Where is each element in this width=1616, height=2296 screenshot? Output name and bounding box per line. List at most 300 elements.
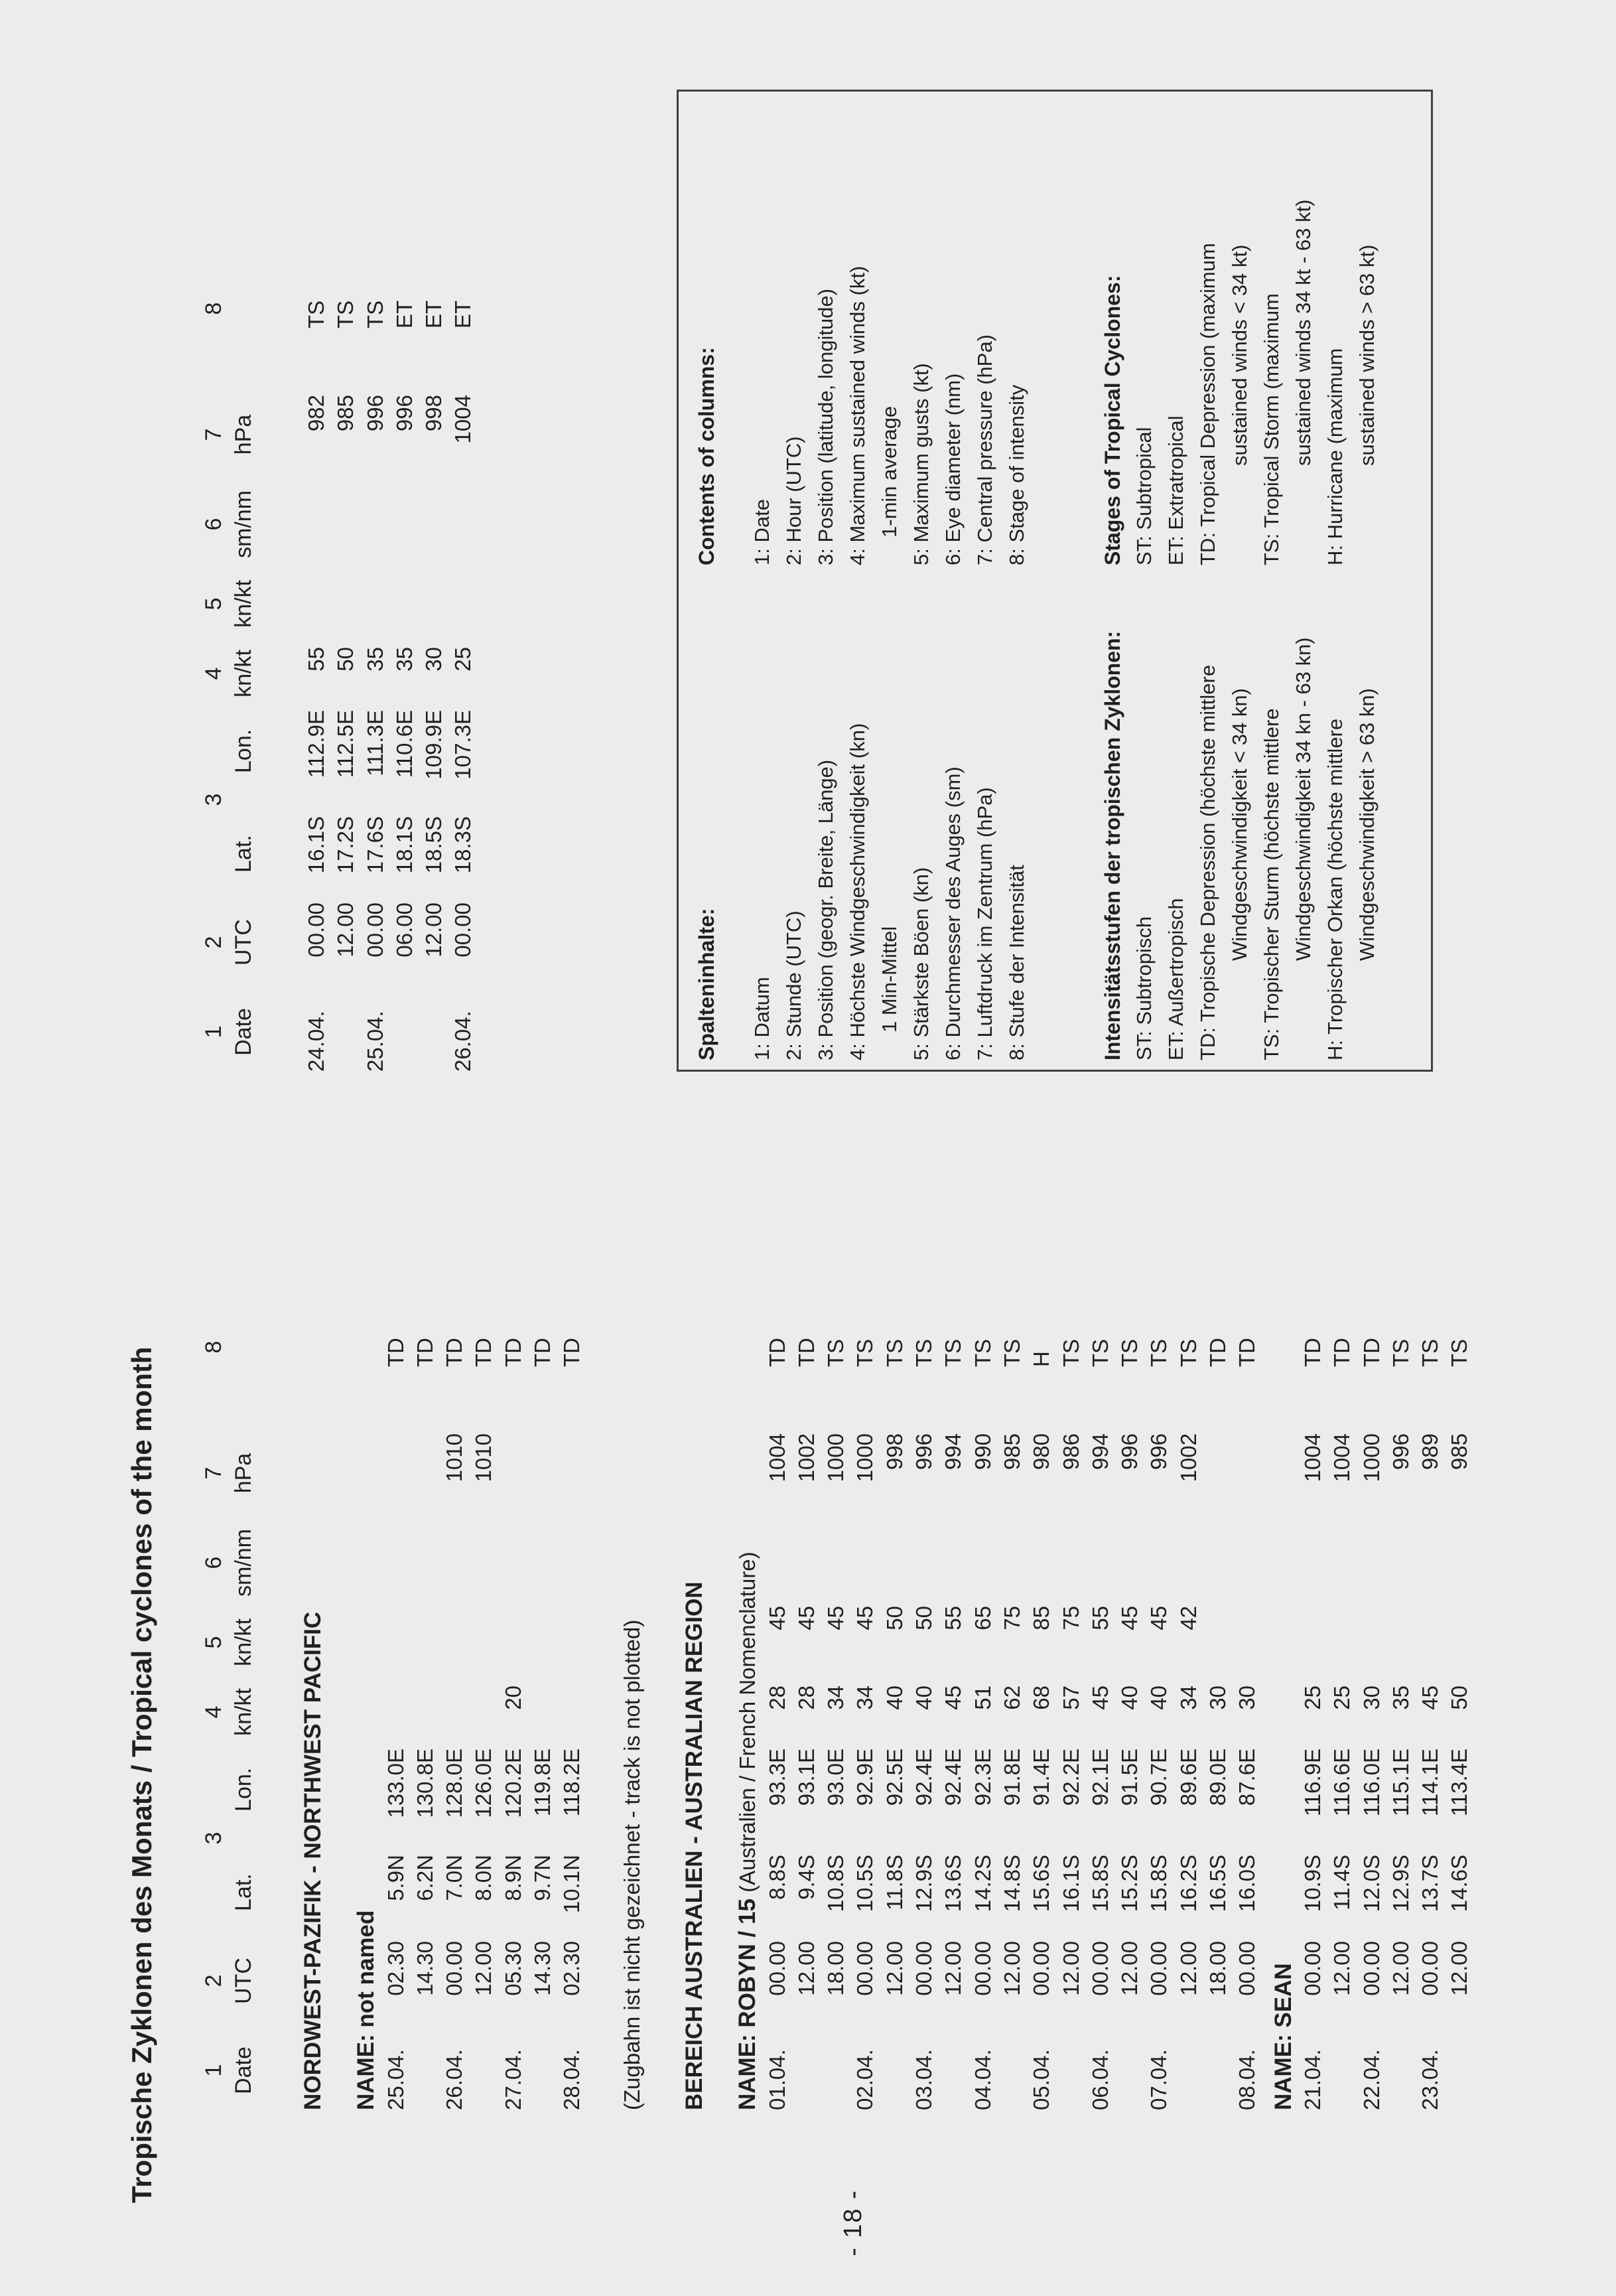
cell-stage: TD <box>1329 1338 1355 1367</box>
cell-lon: 89.6E <box>1176 1749 1201 1806</box>
cell-lon: 92.3E <box>970 1749 995 1806</box>
table-row <box>411 1181 440 2110</box>
table-row <box>381 1181 411 2110</box>
cell-utc: 12.00 <box>421 902 446 958</box>
robyn-nomenclature: (Australien / French Nomenclature) <box>735 1551 760 1893</box>
cell-lat: 16.5S <box>1205 1855 1231 1912</box>
table-row <box>1115 1181 1144 2110</box>
cell-utc: 00.00 <box>1087 1941 1112 1996</box>
cell-lon: 118.2E <box>559 1749 584 1817</box>
table-row <box>1203 1181 1233 2110</box>
cell-pressure: 996 <box>391 395 417 432</box>
cell-lon: 120.2E <box>500 1749 525 1818</box>
table-row <box>331 143 360 1072</box>
cell-pressure: 1002 <box>1176 1433 1201 1482</box>
cell-lat: 14.2S <box>970 1855 995 1912</box>
cell-pressure: 996 <box>911 1433 937 1471</box>
cell-stage: TS <box>1388 1338 1413 1367</box>
page-title: Tropische Zyklonen des Monats / Tropical cyclones of the month <box>126 1346 157 2203</box>
cell-utc: 00.00 <box>1359 1941 1384 1996</box>
cell-lon: 89.0E <box>1205 1749 1231 1806</box>
cell-utc: 12.00 <box>1447 1941 1472 1996</box>
cell-utc: 05.30 <box>500 1941 525 1996</box>
table-row <box>880 1181 909 2110</box>
cell-lon: 92.4E <box>911 1749 937 1806</box>
cell-gusts: 55 <box>941 1606 966 1630</box>
cell-lon: 126.0E <box>471 1749 496 1818</box>
cell-date: 02.04. <box>852 2049 878 2110</box>
cell-lon: 109.9E <box>421 710 446 780</box>
cell-max-wind: 25 <box>1300 1686 1325 1710</box>
cell-stage: TS <box>1176 1338 1201 1367</box>
cell-lon: 90.7E <box>1146 1749 1172 1806</box>
legend-line: 5: Maximum gusts (kt) <box>909 363 933 565</box>
storm-name-not-named: NAME: not named <box>353 1910 379 2110</box>
cell-lat: 8.8S <box>764 1855 789 1900</box>
column-header-8 <box>199 1321 229 1374</box>
cell-utc: 14.30 <box>530 1941 555 1996</box>
cell-max-wind: 35 <box>362 647 387 672</box>
legend-line: 1-min average <box>878 405 901 538</box>
cell-max-wind: 25 <box>450 647 476 672</box>
cell-gusts: 50 <box>911 1606 937 1630</box>
cell-lon: 112.5E <box>333 710 358 778</box>
cell-lat: 18.3S <box>450 816 476 874</box>
cell-lon: 110.6E <box>391 710 417 778</box>
cell-max-wind: 40 <box>1117 1686 1142 1710</box>
cell-utc: 00.00 <box>764 1941 789 1996</box>
column-number: 6 <box>201 518 226 531</box>
legend-de-stages <box>1128 609 1383 1060</box>
cell-max-wind: 25 <box>1329 1686 1355 1710</box>
column-header-5 <box>199 1606 259 1679</box>
legend-line: 6: Durchmesser des Auges (sm) <box>941 766 965 1060</box>
table-row <box>1445 1181 1474 2110</box>
column-number: 3 <box>201 1831 226 1845</box>
cell-lat: 12.0S <box>1359 1855 1384 1912</box>
column-label: Date <box>231 1008 256 1056</box>
cell-lat: 17.6S <box>362 816 387 874</box>
table-row <box>1233 1181 1262 2110</box>
column-headers-right <box>199 209 259 1072</box>
cell-gusts: 50 <box>882 1606 907 1630</box>
column-label: kn/kt <box>231 650 256 697</box>
column-label: kn/kt <box>231 580 256 628</box>
cell-pressure: 1004 <box>450 395 476 444</box>
cell-utc: 00.00 <box>1029 1941 1054 1996</box>
legend-en-header: Contents of columns: <box>695 347 718 565</box>
cell-lon: 92.4E <box>941 1749 966 1806</box>
legend-line: 7: Central pressure (hPa) <box>973 334 996 565</box>
cell-lat: 6.2N <box>412 1855 437 1901</box>
legend-de-items <box>746 609 1033 1060</box>
cell-lat: 16.1S <box>1058 1855 1083 1912</box>
cell-max-wind: 40 <box>911 1686 937 1710</box>
cell-pressure: 985 <box>1447 1433 1472 1471</box>
cell-pressure: 998 <box>421 395 446 432</box>
cell-utc: 06.00 <box>391 902 417 958</box>
cell-pressure: 985 <box>999 1433 1024 1471</box>
legend-line: TD: Tropische Depression (höchste mittlere <box>1196 664 1219 1060</box>
legend-line: sustained winds 34 kt - 63 kt) <box>1292 199 1315 466</box>
table-row <box>390 143 419 1072</box>
cell-utc: 12.00 <box>333 902 358 958</box>
cell-date: 24.04. <box>304 1011 328 1072</box>
legend-line: H: Hurricane (maximum <box>1323 348 1347 565</box>
storm-name-sean: NAME: SEAN <box>1270 1963 1296 2110</box>
cell-utc: 14.30 <box>412 1941 437 1996</box>
cell-stage: TS <box>333 300 358 328</box>
table-row <box>1057 1181 1086 2110</box>
cell-lat: 15.6S <box>1029 1855 1054 1912</box>
column-number: 5 <box>201 597 226 610</box>
legend-line: Windgeschwindigkeit 34 kn - 63 kn) <box>1292 637 1315 961</box>
column-number: 1 <box>201 2064 226 2077</box>
column-label-lat: Lat. <box>231 835 256 873</box>
cell-max-wind: 34 <box>1176 1686 1201 1710</box>
cell-stage: TD <box>442 1338 467 1367</box>
column-label: hPa <box>231 414 256 455</box>
cell-utc: 12.00 <box>1388 1941 1413 1996</box>
legend-line: 6: Eye diameter (nm) <box>941 373 965 565</box>
cell-stage: TD <box>1235 1338 1260 1367</box>
column-header-2 <box>199 1941 259 2021</box>
cell-date: 07.04. <box>1146 2049 1172 2110</box>
legend-line: TS: Tropischer Sturm (höchste mittlere <box>1260 708 1283 1060</box>
column-label: Date <box>231 2046 256 2094</box>
cell-max-wind: 35 <box>1388 1686 1413 1710</box>
cell-gusts: 45 <box>764 1606 789 1630</box>
column-label: hPa <box>231 1453 256 1494</box>
cell-lon: 128.0E <box>442 1749 467 1818</box>
cell-utc: 00.00 <box>1235 1941 1260 1996</box>
cell-utc: 12.00 <box>1058 1941 1083 1996</box>
legend-english <box>691 114 1383 565</box>
cell-utc: 12.00 <box>941 1941 966 1996</box>
cell-stage: TD <box>1205 1338 1231 1367</box>
cell-stage: TD <box>530 1338 555 1367</box>
rows-robyn <box>763 1181 1262 2110</box>
cell-pressure: 996 <box>362 395 387 432</box>
legend-de-header: Spalteninhalte: <box>695 908 718 1060</box>
column-label: UTC <box>231 919 256 966</box>
section-heading-aus: BEREICH AUSTRALIEN - AUSTRALIAN REGION <box>681 1581 707 2110</box>
cell-utc: 00.00 <box>1300 1941 1325 1996</box>
cell-max-wind: 35 <box>391 647 417 672</box>
cell-max-wind: 62 <box>999 1686 1024 1710</box>
table-row <box>1327 1181 1357 2110</box>
legend-line: 8: Stage of intensity <box>1005 384 1028 565</box>
cell-lat: 5.9N <box>383 1855 408 1901</box>
cell-utc: 00.00 <box>970 1941 995 1996</box>
table-row <box>1174 1181 1203 2110</box>
cell-max-wind: 30 <box>1359 1686 1384 1710</box>
cell-lat: 10.1N <box>559 1855 584 1914</box>
legend-line: ST: Subtropisch <box>1132 916 1156 1060</box>
legend-line: Windgeschwindigkeit < 34 kn) <box>1228 688 1251 961</box>
cell-stage: TS <box>362 300 387 328</box>
column-label: kn/kt <box>231 1688 256 1736</box>
legend-line: ET: Außertropisch <box>1164 898 1187 1060</box>
cell-date: 01.04. <box>764 2049 789 2110</box>
table-row <box>763 1181 792 2110</box>
cell-max-wind: 50 <box>333 647 358 672</box>
cell-utc: 12.00 <box>793 1941 819 1996</box>
cell-max-wind: 50 <box>1447 1686 1472 1710</box>
table-row <box>909 1181 939 2110</box>
cell-lat: 11.4S <box>1329 1855 1355 1910</box>
column-number: 5 <box>201 1636 226 1649</box>
legend-line: Windgeschwindigkeit > 63 kn) <box>1355 688 1379 961</box>
cell-date: 04.04. <box>970 2049 995 2110</box>
column-header-3 <box>199 1765 259 1911</box>
column-header-7 <box>199 395 259 474</box>
column-number: 1 <box>201 1025 226 1039</box>
cell-lon: 115.1E <box>1388 1749 1413 1817</box>
cell-stage: TS <box>911 1338 937 1367</box>
cell-date: 05.04. <box>1029 2049 1054 2110</box>
column-header-1 <box>199 992 259 1072</box>
cell-max-wind: 45 <box>1087 1686 1112 1710</box>
column-label: sm/nm <box>231 1529 256 1597</box>
legend-line: sustained winds > 63 kt) <box>1355 244 1379 466</box>
cell-stage: ET <box>421 300 446 328</box>
column-header-4 <box>199 1686 259 1739</box>
cell-stage: H <box>1029 1351 1054 1367</box>
cell-utc: 00.00 <box>852 1941 878 1996</box>
cell-utc: 00.00 <box>304 902 328 958</box>
cell-lat: 14.8S <box>999 1855 1024 1912</box>
cell-lat: 15.8S <box>1087 1855 1112 1912</box>
cell-lat: 7.0N <box>442 1855 467 1901</box>
cell-pressure: 998 <box>882 1433 907 1471</box>
cell-date: 26.04. <box>442 2049 467 2110</box>
cell-stage: TS <box>304 300 328 328</box>
legend-en-items <box>746 114 1033 565</box>
legend-line: 2: Stunde (UTC) <box>782 910 805 1060</box>
table-row <box>939 1181 968 2110</box>
cell-pressure: 980 <box>1029 1433 1054 1471</box>
cell-date: 03.04. <box>911 2049 937 2110</box>
legend-line: ET: Extratropical <box>1164 415 1187 565</box>
cell-max-wind: 20 <box>500 1686 525 1710</box>
column-header-4 <box>199 647 259 700</box>
rows-sean-continued <box>302 143 478 1072</box>
cell-date: 26.04. <box>450 1011 476 1072</box>
column-label-lat: Lat. <box>231 1873 256 1911</box>
rotated-page-content <box>0 66 1526 2256</box>
cell-gusts: 45 <box>1117 1606 1142 1630</box>
cell-date: 23.04. <box>1418 2049 1443 2110</box>
rows-sean <box>1298 1181 1475 2110</box>
table-row <box>850 1181 880 2110</box>
cell-pressure: 990 <box>970 1433 995 1471</box>
cell-utc: 00.00 <box>1418 1941 1443 1996</box>
cell-gusts: 65 <box>970 1606 995 1630</box>
cell-stage: ET <box>391 300 417 328</box>
cell-pressure: 996 <box>1388 1433 1413 1471</box>
column-number: 7 <box>201 428 226 441</box>
legend-german <box>691 609 1383 1060</box>
cell-lat: 15.8S <box>1146 1855 1172 1912</box>
cell-lon: 91.5E <box>1117 1749 1142 1806</box>
table-row <box>1357 1181 1386 2110</box>
cell-date: 21.04. <box>1300 2049 1325 2110</box>
cell-max-wind: 28 <box>793 1686 819 1710</box>
cell-lon: 93.1E <box>793 1749 819 1806</box>
cell-stage: TS <box>1087 1338 1112 1367</box>
cell-stage: TD <box>559 1338 584 1367</box>
cell-pressure: 989 <box>1418 1433 1443 1471</box>
cell-max-wind: 40 <box>882 1686 907 1710</box>
cell-lat: 9.7N <box>530 1855 555 1901</box>
cell-gusts: 85 <box>1029 1606 1054 1630</box>
column-header-3 <box>199 727 259 873</box>
column-header-7 <box>199 1433 259 1513</box>
column-label-lon: Lon. <box>231 1767 256 1812</box>
table-row <box>1027 1181 1056 2110</box>
table-row <box>528 1181 557 2110</box>
cell-lon: 130.8E <box>412 1749 437 1818</box>
cell-lat: 16.1S <box>304 816 328 874</box>
column-number: 8 <box>201 302 226 315</box>
cell-pressure: 986 <box>1058 1433 1083 1471</box>
table-row <box>469 1181 498 2110</box>
cell-utc: 12.00 <box>471 1941 496 1996</box>
cell-lon: 91.4E <box>1029 1749 1054 1806</box>
cell-utc: 02.30 <box>383 1941 408 1996</box>
cell-max-wind: 57 <box>1058 1686 1083 1710</box>
cell-pressure: 1004 <box>1300 1433 1325 1482</box>
cell-stage: TD <box>500 1338 525 1367</box>
cell-max-wind: 55 <box>304 647 328 672</box>
cell-stage: TS <box>999 1338 1024 1367</box>
cell-lat: 8.0N <box>471 1855 496 1901</box>
cell-utc: 00.00 <box>362 902 387 958</box>
legend-line: TD: Tropical Depression (maximum <box>1196 243 1219 565</box>
cell-lon: 113.4E <box>1447 1749 1472 1817</box>
cell-lat: 8.9N <box>500 1855 525 1901</box>
left-table-block <box>272 1181 1475 2110</box>
table-row <box>499 1181 528 2110</box>
table-row <box>1386 1181 1416 2110</box>
column-number: 2 <box>201 1974 226 1987</box>
cell-stage: TS <box>941 1338 966 1367</box>
cell-lon: 92.1E <box>1087 1749 1112 1806</box>
cell-stage: TS <box>970 1338 995 1367</box>
column-number: 2 <box>201 936 226 949</box>
legend-line: 3: Position (geogr. Breite, Länge) <box>814 759 837 1060</box>
cell-lat: 13.7S <box>1418 1855 1443 1912</box>
cell-pressure: 1000 <box>1359 1433 1384 1482</box>
cell-lon: 93.0E <box>823 1749 848 1806</box>
cell-stage: TS <box>882 1338 907 1367</box>
cell-lat: 18.1S <box>391 816 417 874</box>
rows-nwp <box>381 1181 587 2110</box>
cell-pressure: 1010 <box>471 1433 496 1482</box>
cell-date: 06.04. <box>1087 2049 1112 2110</box>
cell-stage: TD <box>1300 1338 1325 1367</box>
column-header-5 <box>199 567 259 640</box>
track-note: (Zugbahn ist nicht gezeichnet - track is not plotted) <box>619 1619 644 2110</box>
cell-lat: 10.9S <box>1300 1855 1325 1912</box>
cell-pressure: 996 <box>1117 1433 1142 1471</box>
cell-stage: TS <box>852 1338 878 1367</box>
cell-pressure: 1000 <box>852 1433 878 1482</box>
cell-utc: 02.30 <box>559 1941 584 1996</box>
cell-lat: 11.8S <box>882 1855 907 1910</box>
cell-max-wind: 30 <box>421 647 446 672</box>
right-table-block <box>302 143 478 1072</box>
column-label-lat-lon <box>229 1765 259 1911</box>
page-number: - 18 - <box>839 2189 867 2256</box>
cell-stage: TD <box>471 1338 496 1367</box>
legend-line: 4: Höchste Windgeschwindigkeit (kn) <box>846 723 869 1060</box>
legend-line: 2: Hour (UTC) <box>782 436 805 565</box>
cell-max-wind: 30 <box>1205 1686 1231 1710</box>
cell-date: 28.04. <box>559 2049 584 2110</box>
cell-gusts: 45 <box>823 1606 848 1630</box>
cell-utc: 12.00 <box>1329 1941 1355 1996</box>
cell-lat: 17.2S <box>333 816 358 874</box>
cell-utc: 12.00 <box>1117 1941 1142 1996</box>
table-row <box>998 1181 1027 2110</box>
cell-max-wind: 30 <box>1235 1686 1260 1710</box>
section-heading-nwp: NORDWEST-PAZIFIK - NORTHWEST PACIFIC <box>300 1611 326 2110</box>
cell-pressure: 985 <box>333 395 358 432</box>
cell-stage: TS <box>1117 1338 1142 1367</box>
cell-gusts: 45 <box>852 1606 878 1630</box>
column-headers-left <box>199 1248 259 2110</box>
legend-en-stages <box>1128 114 1383 565</box>
cell-lat: 10.5S <box>852 1855 878 1912</box>
cell-lon: 92.9E <box>852 1749 878 1806</box>
column-number: 7 <box>201 1467 226 1480</box>
table-row <box>302 143 331 1072</box>
storm-name-robyn: NAME: ROBYN / 15 <box>734 1899 761 2110</box>
table-row <box>440 1181 469 2110</box>
cell-max-wind: 34 <box>852 1686 878 1710</box>
cell-gusts: 42 <box>1176 1606 1201 1630</box>
cell-stage: TD <box>1359 1338 1384 1367</box>
column-header-1 <box>199 2031 259 2110</box>
table-row <box>557 1181 586 2110</box>
cell-lon: 116.0E <box>1359 1749 1384 1817</box>
cell-stage: TD <box>764 1338 789 1367</box>
table-row <box>792 1181 821 2110</box>
cell-lat: 15.2S <box>1117 1855 1142 1912</box>
legend-line: 1: Datum <box>750 977 774 1060</box>
column-label: UTC <box>231 1958 256 2004</box>
cell-stage: TS <box>1447 1338 1472 1367</box>
cell-lon: 116.9E <box>1300 1749 1325 1817</box>
cell-pressure: 982 <box>304 395 328 432</box>
cell-gusts: 45 <box>1146 1606 1172 1630</box>
column-header-2 <box>199 902 259 982</box>
table-row <box>1298 1181 1327 2110</box>
legend-line: ST: Subtropical <box>1132 427 1156 565</box>
cell-lat: 18.5S <box>421 816 446 874</box>
legend-box <box>677 90 1433 1072</box>
cell-lon: 111.3E <box>362 710 387 776</box>
table-row <box>419 143 448 1072</box>
column-number: 4 <box>201 667 226 680</box>
column-number: 6 <box>201 1556 226 1569</box>
cell-stage: TD <box>793 1338 819 1367</box>
cell-pressure: 1000 <box>823 1433 848 1482</box>
table-row <box>969 1181 998 2110</box>
cell-gusts: 75 <box>999 1606 1024 1630</box>
